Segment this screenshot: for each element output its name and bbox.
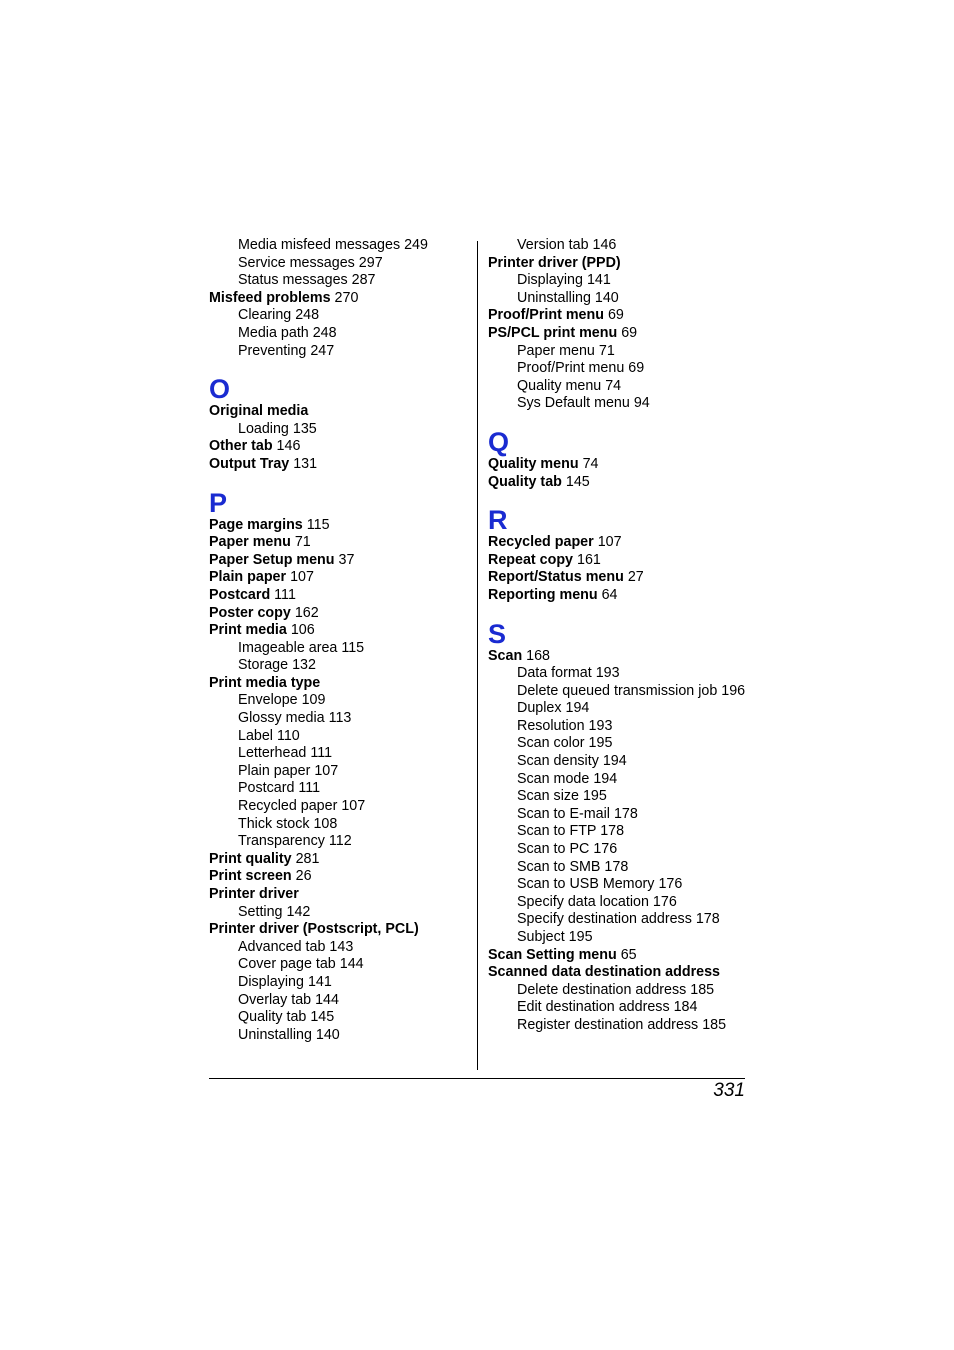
footer-rule — [209, 1078, 745, 1079]
index-subentry: Cover page tab 144 — [238, 956, 364, 973]
index-subentry: Paper menu 71 — [517, 342, 615, 359]
index-subentry: Scan to E-mail 178 — [517, 805, 638, 822]
index-subentry: Displaying 141 — [517, 272, 611, 289]
index-entry: Paper Setup menu 37 — [209, 551, 355, 568]
index-subentry: Scan to FTP 178 — [517, 823, 625, 840]
index-entry: Print media type — [209, 674, 321, 691]
index-subentry: Scan color 195 — [517, 735, 613, 752]
index-subentry: Scan mode 194 — [517, 770, 618, 787]
index-entry: Print media 106 — [209, 622, 315, 639]
section-letter-q: Q — [488, 426, 510, 457]
index-entry: Reporting menu 64 — [488, 586, 618, 603]
index-subentry: Displaying 141 — [238, 973, 332, 990]
index-subentry: Storage 132 — [238, 657, 316, 674]
index-subentry: Clearing 248 — [238, 307, 320, 324]
index-subentry: Letterhead 111 — [238, 745, 333, 762]
index-subentry: Service messages 297 — [238, 254, 383, 271]
section-letter-s: S — [488, 618, 507, 649]
index-subentry: Thick stock 108 — [238, 815, 338, 832]
index-column-left — [209, 237, 474, 1044]
index-entry: Printer driver — [209, 886, 299, 902]
index-entry: Scanned data destination address — [488, 964, 720, 981]
index-subentry: Register destination address 185 — [517, 1016, 727, 1033]
section-letter-r: R — [488, 505, 508, 536]
index-subentry: Scan size 195 — [517, 788, 607, 805]
index-subentry: Delete destination address 185 — [517, 981, 715, 998]
index-subentry: Setting 142 — [238, 903, 311, 920]
index-entry: Report/Status menu 27 — [488, 569, 644, 586]
index-subentry: Glossy media 113 — [238, 710, 352, 727]
index-subentry: Imageable area 115 — [238, 639, 365, 656]
index-entry: Misfeed problems 270 — [209, 289, 359, 306]
index-subentry: Data format 193 — [517, 665, 620, 682]
index-column-right — [488, 237, 753, 1035]
index-entry: Postcard 111 — [209, 586, 296, 603]
index-entry: Printer driver (Postscript, PCL) — [209, 921, 419, 938]
index-subentry: Sys Default menu 94 — [517, 395, 650, 412]
index-subentry: Scan to PC 176 — [517, 841, 618, 858]
index-entry: Original media — [209, 403, 309, 420]
index-subentry: Scan to USB Memory 176 — [517, 876, 683, 893]
index-subentry: Advanced tab 143 — [238, 938, 354, 955]
index-entry: Scan 168 — [488, 647, 551, 664]
index-entry: Output Tray 131 — [209, 455, 318, 472]
index-entry: PS/PCL print menu 69 — [488, 324, 638, 341]
index-subentry: Media misfeed messages 249 — [238, 237, 428, 253]
index-entry: Poster copy 162 — [209, 604, 319, 621]
index-entry: Quality tab 145 — [488, 473, 590, 490]
index-entry: Plain paper 107 — [209, 569, 314, 586]
index-subentry: Edit destination address 184 — [517, 999, 698, 1016]
column-divider — [477, 241, 478, 1070]
index-subentry: Proof/Print menu 69 — [517, 360, 645, 377]
index-subentry: Specify destination address 178 — [517, 911, 720, 928]
index-subentry: Uninstalling 140 — [517, 289, 619, 306]
index-subentry: Version tab 146 — [517, 237, 617, 253]
index-subentry: Loading 135 — [238, 420, 317, 437]
index-entry: Repeat copy 161 — [488, 551, 601, 568]
index-subentry: Preventing 247 — [238, 342, 335, 359]
index-subentry: Scan to SMB 178 — [517, 858, 629, 875]
index-subentry: Quality tab 145 — [238, 1009, 335, 1026]
index-subentry: Specify data location 176 — [517, 893, 677, 910]
index-subentry: Envelope 109 — [238, 692, 326, 709]
index-entry: Scan Setting menu 65 — [488, 946, 637, 963]
index-subentry: Delete queued transmission job 196 — [517, 682, 746, 699]
index-entry: Recycled paper 107 — [488, 534, 622, 551]
index-subentry: Media path 248 — [238, 324, 337, 341]
page-number: 331 — [713, 1080, 745, 1101]
index-subentry: Scan density 194 — [517, 753, 627, 770]
index-subentry: Subject 195 — [517, 929, 593, 945]
index-subentry: Postcard 111 — [238, 780, 321, 797]
index-entry: Paper menu 71 — [209, 534, 311, 551]
index-entry: Print quality 281 — [209, 850, 320, 867]
index-subentry: Quality menu 74 — [517, 377, 622, 394]
index-subentry: Transparency 112 — [238, 833, 352, 850]
index-subentry: Uninstalling 140 — [238, 1026, 340, 1043]
index-subentry: Duplex 194 — [517, 700, 590, 717]
section-letter-o: O — [209, 374, 231, 405]
index-subentry: Overlay tab 144 — [238, 991, 339, 1008]
index-subentry: Recycled paper 107 — [238, 798, 366, 815]
index-entry: Page margins 115 — [209, 516, 330, 533]
index-entry: Other tab 146 — [209, 438, 301, 455]
index-entry: Quality menu 74 — [488, 455, 599, 472]
index-entry: Printer driver (PPD) — [488, 254, 621, 271]
index-subentry: Label 110 — [238, 727, 300, 744]
index-entry: Print screen 26 — [209, 868, 312, 885]
index-subentry: Resolution 193 — [517, 717, 613, 734]
index-subentry: Status messages 287 — [238, 272, 376, 289]
index-subentry: Plain paper 107 — [238, 762, 339, 779]
section-letter-p: P — [209, 487, 228, 518]
index-entry: Proof/Print menu 69 — [488, 307, 624, 324]
